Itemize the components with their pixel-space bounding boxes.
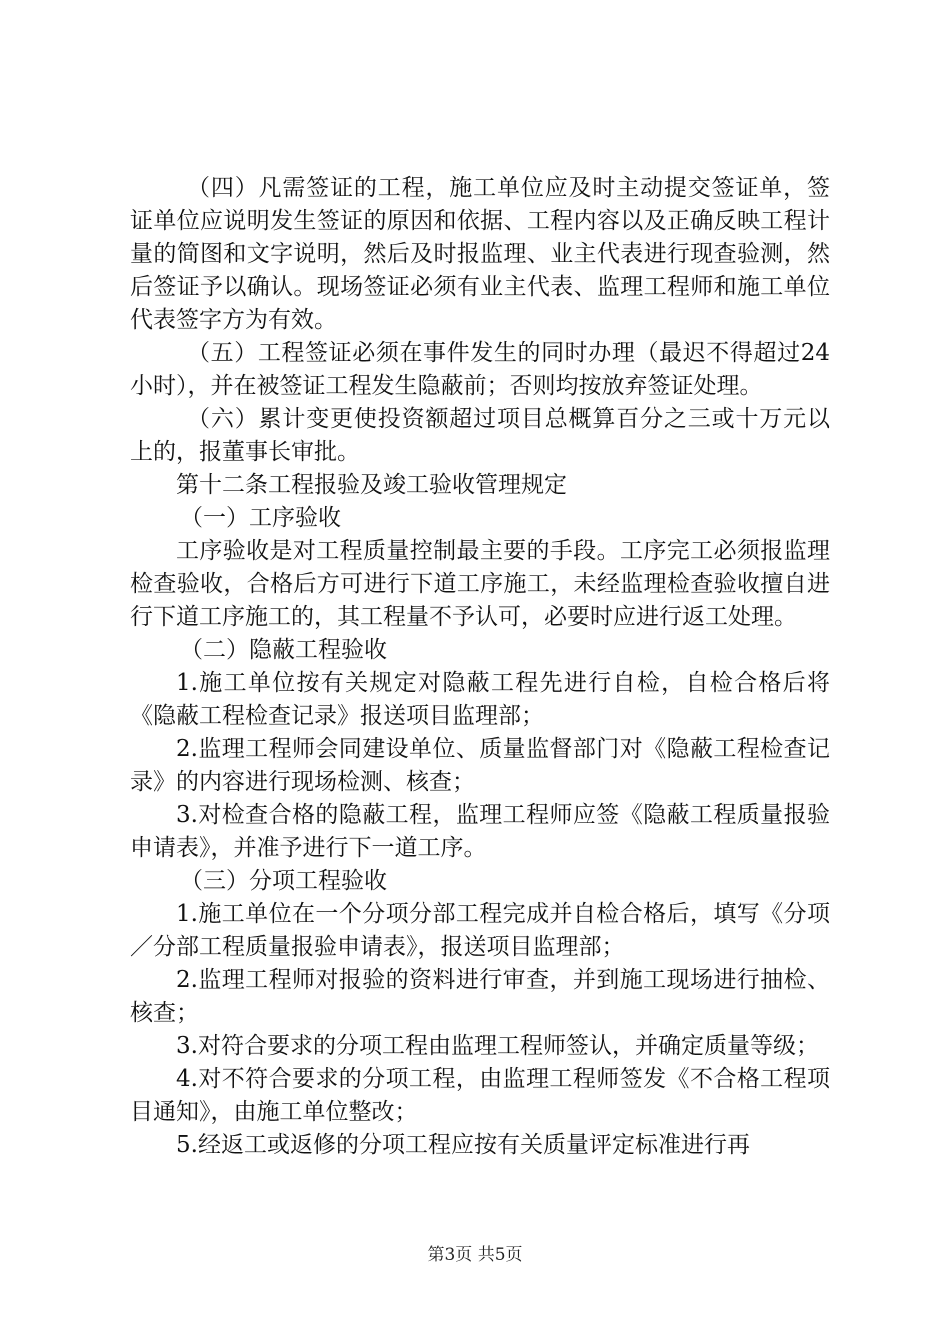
article-heading: 第十二条工程报验及竣工验收管理规定 [176, 472, 567, 498]
list-item-concealed-1: 1.施工单位按有关规定对隐蔽工程先进行自检，自检合格后将《隐蔽工程检查记录》报送项目监理部； [130, 670, 830, 729]
paragraph-process-acceptance: 工序验收是对工程质量控制最主要的手段。工序完工必须报监理检查验收，合格后方可进行下道工序施工，未经监理检查验收擅自进行下道工序施工的，其工程量不予认可，必要时应进行返工处理。 [130, 538, 830, 630]
list-item-subitem-4: 4.对不符合要求的分项工程，由监理工程师签发《不合格工程项目通知》，由施工单位整改； [130, 1066, 830, 1125]
section-heading-process: （一）工序验收 [180, 505, 341, 531]
list-item-subitem-2: 2.监理工程师对报验的资料进行审查，并到施工现场进行抽检、核查； [130, 967, 830, 1026]
list-item-subitem-5: 5.经返工或返修的分项工程应按有关质量评定标准进行再 [176, 1132, 750, 1158]
list-item-concealed-2: 2.监理工程师会同建设单位、质量监督部门对《隐蔽工程检查记录》的内容进行现场检测、核查； [130, 736, 830, 795]
list-item-subitem-3: 3.对符合要求的分项工程由监理工程师签认，并确定质量等级； [176, 1033, 819, 1059]
list-item-concealed-3: 3.对检查合格的隐蔽工程，监理工程师应签《隐蔽工程质量报验申请表》，并准予进行下一道工序。 [130, 802, 830, 861]
paragraph-visa-timing: （五）工程签证必须在事件发生的同时办理（最迟不得超过24小时），并在被签证工程发生隐蔽前；否则均按放弃签证处理。 [130, 340, 830, 399]
section-heading-subitem: （三）分项工程验收 [180, 868, 387, 894]
list-item-subitem-1: 1.施工单位在一个分项分部工程完成并自检合格后，填写《分项／分部工程质量报验申请表》，报送项目监理部； [130, 901, 830, 960]
paragraph-investment-change: （六）累计变更使投资额超过项目总概算百分之三或十万元以上的，报董事长审批。 [130, 406, 830, 465]
page-footer: 第3页 共5页 [427, 1245, 523, 1265]
document-body [130, 172, 830, 1162]
paragraph-visa-submission: （四）凡需签证的工程，施工单位应及时主动提交签证单，签证单位应说明发生签证的原因和依据、工程内容以及正确反映工程计量的简图和文字说明，然后及时报监理、业主代表进行现查验测，然后签证予以确认。现场签证必须有业主代表、监理工程师和施工单位代表签字方为有效。 [130, 175, 830, 333]
section-heading-concealed: （二）隐蔽工程验收 [180, 637, 387, 663]
